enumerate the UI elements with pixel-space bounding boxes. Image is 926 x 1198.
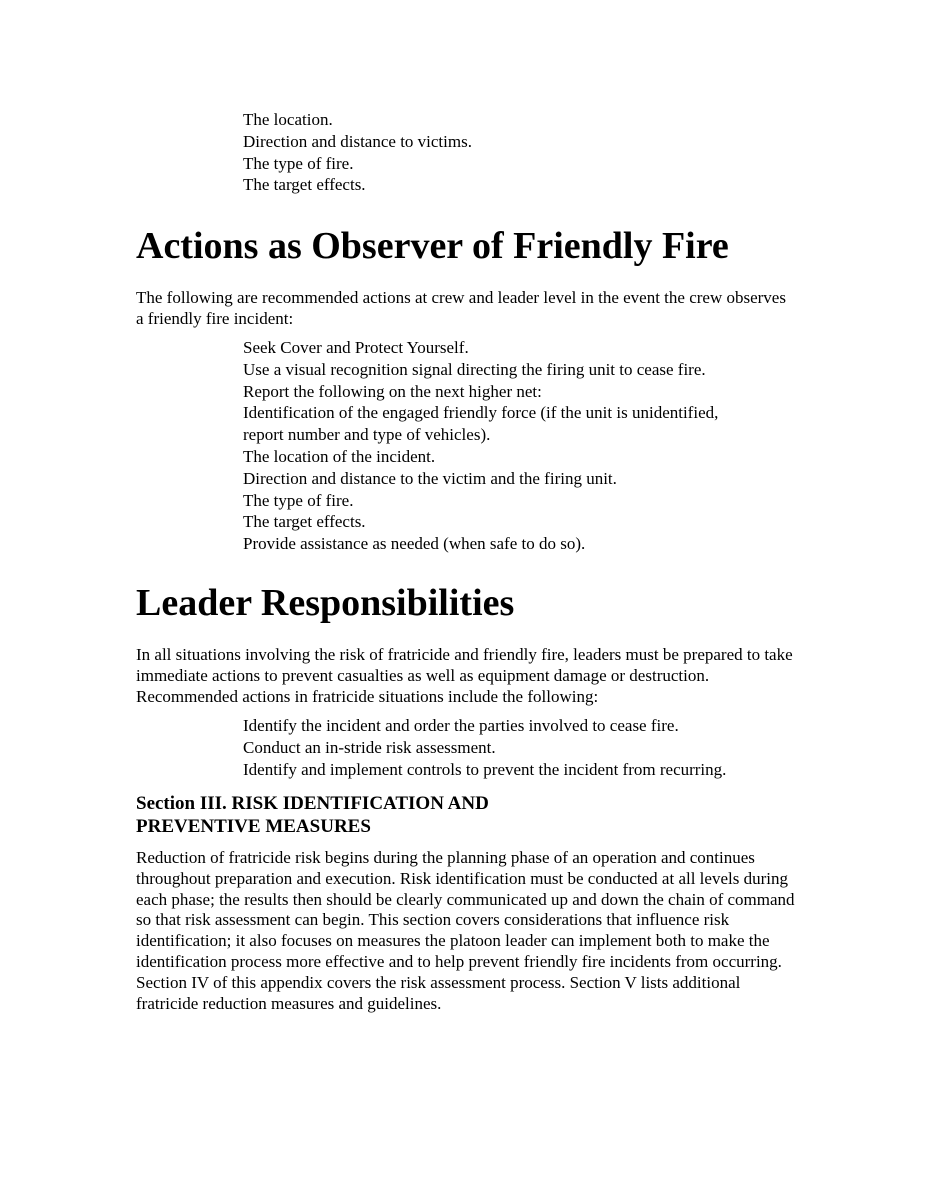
observer-actions-list xyxy=(243,337,718,555)
leader-actions-list xyxy=(243,715,726,780)
list-item: Conduct an in-stride risk assessment. xyxy=(243,737,496,757)
list-item: The location. xyxy=(243,110,333,129)
heading-leader-responsibilities: Leader Responsibilities xyxy=(136,582,515,624)
list-item: Identification of the engaged friendly force (if the unit is unidentified, xyxy=(243,403,719,423)
list-item: Direction and distance to victims. xyxy=(243,131,472,151)
heading-observer: Actions as Observer of Friendly Fire xyxy=(136,225,729,267)
leader-intro-paragraph: In all situations involving the risk of fratricide and friendly fire, leaders must be prepared to take immediate actions to prevent casualties as well as equipment damage or destruction. Recommended actions in fratricide situations include the following: xyxy=(136,645,793,706)
list-item: Report the following on the next higher net: xyxy=(243,381,542,401)
list-item: Provide assistance as needed (when safe to do so). xyxy=(243,534,586,554)
list-item: The target effects. xyxy=(243,175,366,195)
top-list xyxy=(243,109,472,196)
list-item: Use a visual recognition signal directing the firing unit to cease fire. xyxy=(243,359,706,379)
list-item: report number and type of vehicles). xyxy=(243,425,491,445)
list-item: Direction and distance to the victim and the firing unit. xyxy=(243,468,617,488)
list-item: Seek Cover and Protect Yourself. xyxy=(243,338,469,357)
list-item: The location of the incident. xyxy=(243,446,436,466)
list-item: Identify the incident and order the parties involved to cease fire. xyxy=(243,716,679,735)
section-three-heading: Section III. RISK IDENTIFICATION AND PREVENTIVE MEASURES xyxy=(136,793,489,837)
list-item: The type of fire. xyxy=(243,153,354,173)
list-item: The target effects. xyxy=(243,512,366,532)
observer-intro-paragraph: The following are recommended actions at crew and leader level in the event the crew observes a friendly fire incident: xyxy=(136,288,786,328)
list-item: Identify and implement controls to prevent the incident from recurring. xyxy=(243,759,727,779)
list-item: The type of fire. xyxy=(243,490,354,510)
section-three-body: Reduction of fratricide risk begins during the planning phase of an operation and continues throughout preparation and execution. Risk identification must be conducted at all levels during each phase; the results then should be clearly communicated up and down the chain of command so that risk assessment can begin. This section covers considerations that influence risk identification; it also focuses on measures the platoon leader can implement both to make the identification process more effective and to help prevent friendly fire incidents from occurring. Section IV of this appendix covers the risk assessment process. Section V lists additional fratricide reduction measures and guidelines. xyxy=(136,848,795,1013)
